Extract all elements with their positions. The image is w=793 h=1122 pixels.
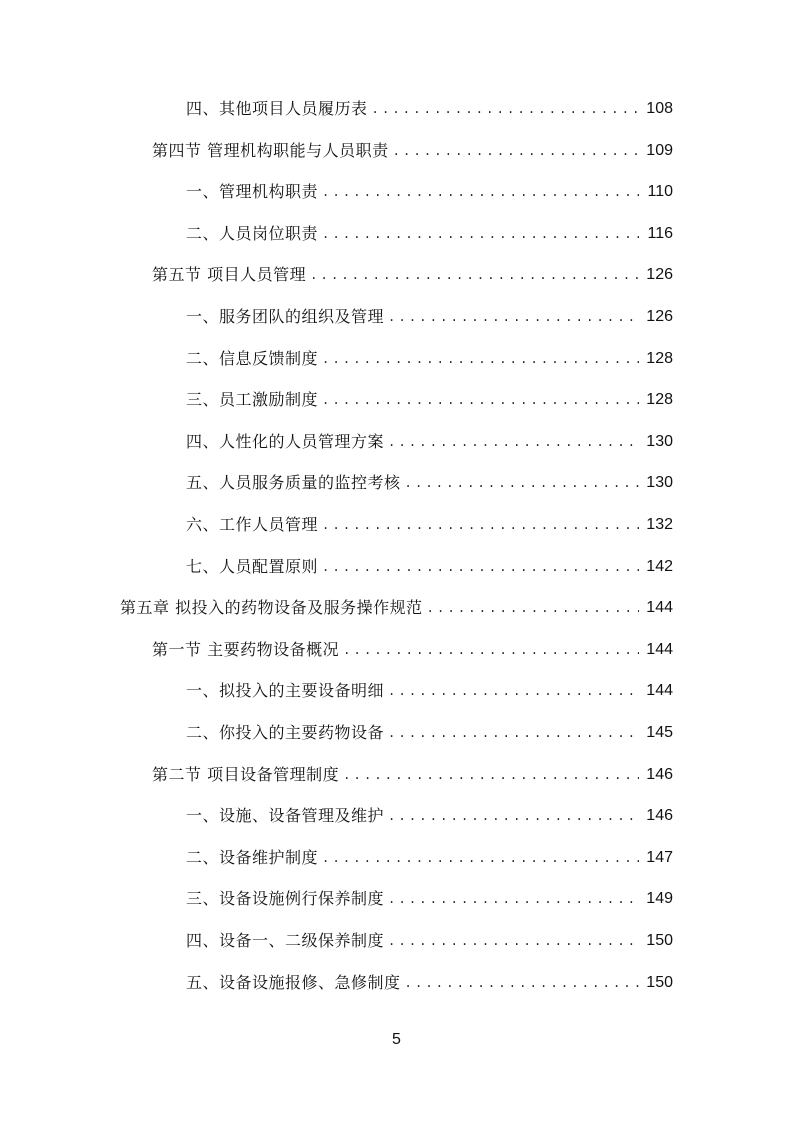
- toc-entry-page: 130: [646, 474, 673, 492]
- toc-entry[interactable]: [152, 262, 673, 288]
- toc-entry[interactable]: [186, 928, 673, 954]
- toc-entry-page: 130: [646, 432, 673, 450]
- toc-entry-page: 144: [646, 599, 673, 617]
- toc-entry-page: 126: [646, 308, 673, 325]
- toc-entry[interactable]: [152, 138, 673, 164]
- toc-entry[interactable]: [186, 304, 673, 330]
- toc-entry-page: 108: [646, 100, 673, 117]
- toc-dot-leader: [405, 970, 639, 996]
- toc-entry-title: 第五节 项目人员管理: [152, 265, 307, 285]
- toc-dot-leader: [322, 845, 639, 871]
- toc-entry-page: 110: [647, 183, 673, 201]
- toc-entry-title: 第四节 管理机构职能与人员职责: [152, 140, 389, 160]
- toc-entry[interactable]: [186, 678, 673, 704]
- toc-entry[interactable]: [186, 970, 673, 996]
- toc-entry[interactable]: [152, 762, 673, 788]
- toc-dot-leader: [322, 387, 639, 413]
- toc-entry-page: 128: [646, 349, 673, 367]
- toc-entry-title: 二、人员岗位职责: [186, 223, 319, 243]
- toc-entry[interactable]: [186, 96, 673, 122]
- page-number: 5: [392, 1031, 401, 1048]
- toc-entry[interactable]: [186, 470, 673, 496]
- toc-entry-title: 四、人性化的人员管理方案: [186, 431, 385, 451]
- toc-entry-title: 五、人员服务质量的监控考核: [186, 473, 401, 493]
- toc-entry-page: 144: [646, 682, 673, 700]
- toc-dot-leader: [388, 429, 639, 455]
- toc-dot-leader: [322, 554, 639, 580]
- toc-entry-title: 四、其他项目人员履历表: [186, 99, 368, 118]
- toc-dot-leader: [388, 928, 639, 954]
- toc-dot-leader: [322, 179, 639, 205]
- toc-entry-page: 109: [646, 141, 673, 159]
- toc-entry-page: 126: [646, 266, 673, 284]
- toc-entry-page: 132: [646, 516, 673, 533]
- toc-entry[interactable]: [186, 429, 673, 455]
- toc-entry-page: 116: [647, 224, 673, 242]
- toc-entry-title: 六、工作人员管理: [186, 515, 319, 534]
- toc-entry-title: 五、设备设施报修、急修制度: [186, 972, 401, 992]
- toc-dot-leader: [388, 886, 639, 912]
- toc-entry[interactable]: [186, 346, 673, 372]
- toc-dot-leader: [388, 304, 639, 330]
- toc-entry-title: 二、你投入的主要药物设备: [186, 723, 385, 742]
- toc-entry[interactable]: [186, 179, 673, 205]
- toc-entry-title: 一、拟投入的主要设备明细: [186, 681, 385, 701]
- toc-entry[interactable]: [186, 221, 673, 247]
- toc-entry[interactable]: [186, 720, 673, 746]
- toc-entry[interactable]: [186, 845, 673, 871]
- toc-entry-page: 145: [646, 724, 673, 741]
- toc-entry-page: 150: [646, 932, 673, 949]
- toc-entry[interactable]: [186, 803, 673, 829]
- toc-entry-page: 147: [646, 848, 673, 866]
- toc-entry-title: 三、设备设施例行保养制度: [186, 889, 385, 909]
- toc-entry-title: 七、人员配置原则: [186, 556, 319, 576]
- toc-dot-leader: [322, 346, 639, 372]
- toc-entry-page: 146: [646, 765, 673, 783]
- toc-dot-leader: [310, 262, 639, 288]
- toc-dot-leader: [393, 138, 639, 164]
- toc-entry[interactable]: [152, 637, 673, 663]
- toc-entry-title: 四、设备一、二级保养制度: [186, 931, 385, 950]
- toc-entry[interactable]: [120, 595, 673, 621]
- toc-entry-page: 128: [646, 391, 673, 409]
- toc-dot-leader: [343, 637, 639, 663]
- toc-entry-page: 144: [646, 640, 673, 658]
- toc-entry-page: 150: [646, 973, 673, 991]
- toc-entry-page: 149: [646, 890, 673, 908]
- toc-dot-leader: [388, 803, 639, 829]
- toc-entry-title: 第二节 项目设备管理制度: [152, 764, 340, 784]
- toc-entry-title: 一、服务团队的组织及管理: [186, 307, 385, 326]
- toc-dot-leader: [322, 512, 639, 538]
- toc-entry-page: 146: [646, 807, 673, 825]
- toc-dot-leader: [405, 470, 639, 496]
- toc-dot-leader: [427, 595, 639, 621]
- toc-entry-title: 第一节 主要药物设备概况: [152, 639, 340, 659]
- toc-entry-page: 142: [646, 557, 673, 575]
- toc-entry-title: 二、信息反馈制度: [186, 348, 319, 368]
- toc-dot-leader: [322, 221, 639, 247]
- toc-entry-title: 第五章 拟投入的药物设备及服务操作规范: [120, 598, 423, 618]
- toc-dot-leader: [388, 720, 639, 746]
- toc-entry-title: 一、管理机构职责: [186, 182, 319, 202]
- toc-entry[interactable]: [186, 554, 673, 580]
- toc-dot-leader: [388, 678, 639, 704]
- toc-dot-leader: [372, 96, 639, 122]
- toc-entry-title: 二、设备维护制度: [186, 847, 319, 867]
- toc-dot-leader: [343, 762, 639, 788]
- toc-entry[interactable]: [186, 512, 673, 538]
- toc-entry[interactable]: [186, 387, 673, 413]
- toc-entry-title: 一、设施、设备管理及维护: [186, 806, 385, 826]
- toc-entry[interactable]: [186, 886, 673, 912]
- toc-entry-title: 三、员工激励制度: [186, 390, 319, 410]
